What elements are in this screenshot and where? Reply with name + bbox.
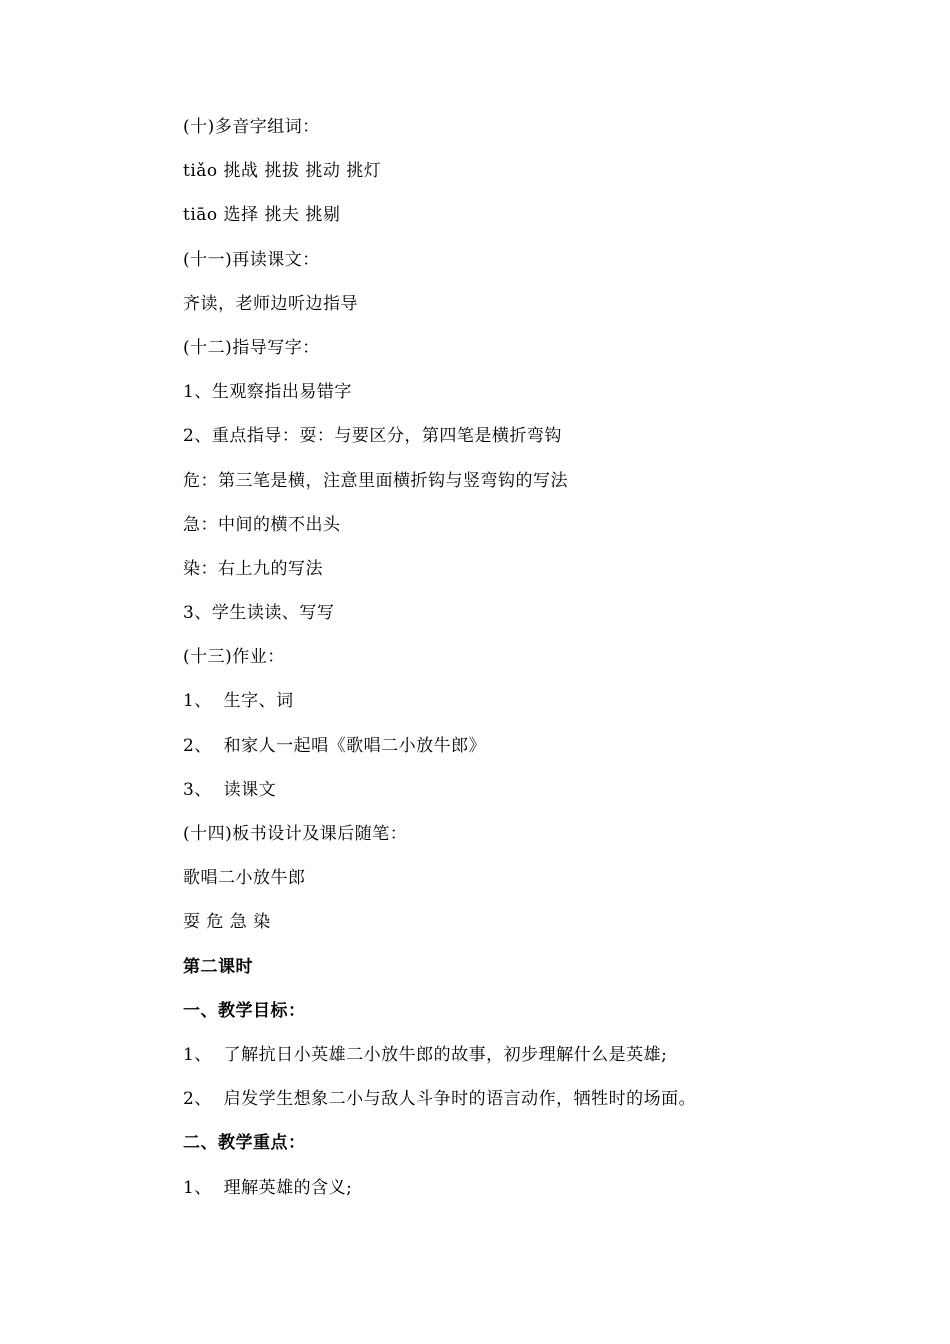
text-line: 耍 危 急 染 [183,912,271,933]
text-line: 1、 了解抗日小英雄二小放牛郎的故事，初步理解什么是英雄; [183,1044,668,1065]
text-line: (十二)指导写字： [183,337,320,358]
text-line: 1、 生字、词 [183,691,294,712]
section-heading: 一、教学目标： [183,1000,306,1021]
text-line: (十三)作业： [183,647,285,668]
text-line: 急：中间的横不出头 [183,514,341,535]
text-line: 歌唱二小放牛郎 [183,868,306,889]
text-line: (十)多音字组词： [183,117,320,137]
text-line: 1、 理解英雄的含义; [183,1177,353,1198]
text-line: 危：第三笔是横，注意里面横折钩与竖弯钩的写法 [183,470,568,491]
text-line: (十一)再读课文： [183,249,320,270]
text-line: tiāo 选择 挑夫 挑剔 [183,205,341,226]
text-line: (十四)板书设计及课后随笔： [183,824,408,844]
text-line: tiǎo 挑战 挑拔 挑动 挑灯 [183,161,382,182]
text-line: 2、 和家人一起唱《歌唱二小放牛郎》 [183,735,487,756]
text-line: 染：右上九的写法 [183,558,323,579]
section-heading: 第二课时 [183,956,253,977]
text-line: 齐读，老师边听边指导 [183,293,358,314]
section-heading: 二、教学重点： [183,1133,306,1154]
text-line: 1、生观察指出易错字 [183,382,352,403]
text-line: 3、 读课文 [183,779,277,800]
document-body [183,113,883,1218]
text-line: 3、学生读读、写写 [183,603,335,624]
text-line: 2、 启发学生想象二小与敌人斗争时的语言动作，牺牲时的场面。 [183,1089,697,1110]
text-line: 2、重点指导：耍：与要区分，第四笔是横折弯钩 [183,426,562,447]
